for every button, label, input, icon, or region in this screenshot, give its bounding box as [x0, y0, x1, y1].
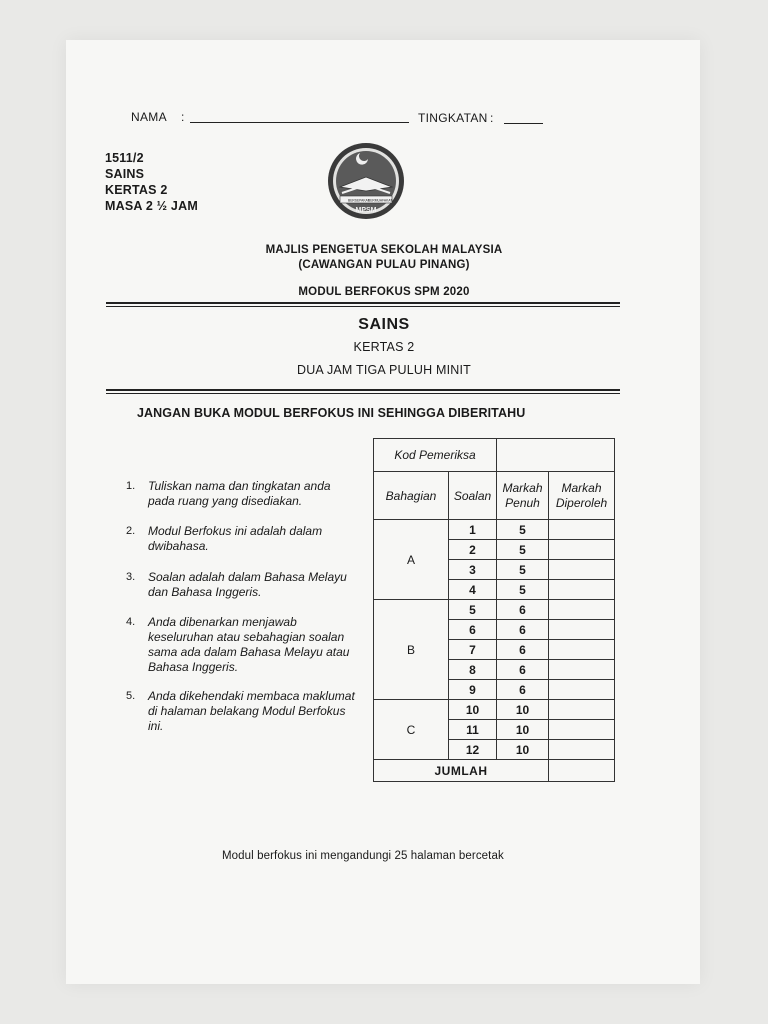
- markah-diperoleh-cell[interactable]: [549, 720, 615, 740]
- title-duration: DUA JAM TIGA PULUH MINIT: [296, 363, 472, 377]
- markah-diperoleh-cell[interactable]: [549, 520, 615, 540]
- instruction-number: 3.: [126, 571, 136, 583]
- markah-penuh-cell: 6: [497, 680, 549, 700]
- header-soalan: Soalan: [449, 472, 497, 520]
- soalan-cell: 7: [449, 640, 497, 660]
- paper-number: KERTAS 2: [105, 183, 168, 197]
- section-a: A: [374, 520, 449, 600]
- tingkatan-label: TINGKATAN: [418, 111, 488, 125]
- markah-penuh-cell: 6: [497, 660, 549, 680]
- nama-label: NAMA: [131, 110, 167, 124]
- markah-diperoleh-cell[interactable]: [549, 600, 615, 620]
- soalan-cell: 8: [449, 660, 497, 680]
- title-paper: KERTAS 2: [353, 340, 415, 354]
- markah-penuh-cell: 6: [497, 640, 549, 660]
- markah-diperoleh-cell[interactable]: [549, 560, 615, 580]
- markah-diperoleh-cell[interactable]: [549, 700, 615, 720]
- header-bahagian: Bahagian: [374, 472, 449, 520]
- logo-text: MPSM: [355, 207, 377, 214]
- instruction-text: Soalan adalah dalam Bahasa Melayu dan Bahasa Inggeris.: [148, 570, 347, 599]
- markah-penuh-cell: 5: [497, 580, 549, 600]
- markah-penuh-cell: 5: [497, 520, 549, 540]
- markah-penuh-cell: 5: [497, 540, 549, 560]
- tingkatan-colon: :: [490, 111, 494, 125]
- soalan-cell: 10: [449, 700, 497, 720]
- bottom-rule: [106, 389, 620, 391]
- soalan-cell: 1: [449, 520, 497, 540]
- markah-penuh-cell: 6: [497, 620, 549, 640]
- nama-field[interactable]: [190, 122, 409, 123]
- soalan-cell: 3: [449, 560, 497, 580]
- header-markah-diperoleh: [549, 472, 615, 520]
- paper-subject: SAINS: [105, 167, 145, 181]
- mpsm-logo: [326, 141, 406, 221]
- soalan-cell: 5: [449, 600, 497, 620]
- soalan-cell: 2: [449, 540, 497, 560]
- instruction-number: 5.: [126, 690, 136, 702]
- paper-code: 1511/2: [105, 151, 144, 165]
- soalan-cell: 9: [449, 680, 497, 700]
- markah-diperoleh-cell[interactable]: [549, 660, 615, 680]
- marks-table: [373, 438, 615, 782]
- header-markah-diperoleh-line2: Diperoleh: [555, 495, 608, 510]
- page-count-note: Modul berfokus ini mengandungi 25 halaman bercetak: [222, 850, 504, 862]
- jumlah-diperoleh-cell[interactable]: [549, 760, 615, 782]
- instruction-text: Modul Berfokus ini adalah dalam dwibahasa.: [148, 524, 323, 553]
- jumlah-label: JUMLAH: [374, 760, 549, 782]
- soalan-cell: 4: [449, 580, 497, 600]
- nama-colon: :: [181, 110, 185, 124]
- markah-diperoleh-cell[interactable]: [549, 740, 615, 760]
- header-markah-diperoleh-line1: Markah: [561, 480, 602, 495]
- tingkatan-field[interactable]: [504, 123, 543, 124]
- markah-penuh-cell: 5: [497, 560, 549, 580]
- instruction-number: 1.: [126, 480, 136, 492]
- instruction-text: Tuliskan nama dan tingkatan anda pada ruang yang disediakan.: [148, 479, 331, 508]
- module-name: MODUL BERFOKUS SPM 2020: [298, 286, 470, 298]
- markah-penuh-cell: 10: [497, 720, 549, 740]
- logo-motto-right: BERMUAFAKAT: [368, 198, 393, 203]
- paper-time: MASA 2 ½ JAM: [105, 199, 198, 213]
- warning-text: JANGAN BUKA MODUL BERFOKUS INI SEHINGGA DIBERITAHU: [137, 406, 526, 420]
- markah-penuh-cell: 10: [497, 740, 549, 760]
- instruction-number: 2.: [126, 525, 136, 537]
- instruction-text: Anda dikehendaki membaca maklumat di halaman belakang Modul Berfokus ini.: [148, 689, 355, 733]
- title-subject: SAINS: [358, 316, 410, 333]
- header-markah-penuh: [497, 472, 549, 520]
- logo-motto-left: BERSEPAKAT: [348, 198, 370, 203]
- top-rule-thin: [106, 306, 620, 307]
- bottom-rule-thin: [106, 393, 620, 394]
- markah-diperoleh-cell[interactable]: [549, 620, 615, 640]
- markah-diperoleh-cell[interactable]: [549, 540, 615, 560]
- mpsm-emblem-icon: [326, 141, 406, 221]
- markah-diperoleh-cell[interactable]: [549, 680, 615, 700]
- instruction-text: Anda dibenarkan menjawab keseluruhan atau sebahagian soalan sama ada dalam Bahasa Melayu atau Bahasa Inggeris.: [148, 615, 350, 674]
- soalan-cell: 11: [449, 720, 497, 740]
- org-line1: MAJLIS PENGETUA SEKOLAH MALAYSIA: [265, 244, 503, 256]
- kod-pemeriksa-blank: [497, 439, 615, 472]
- markah-penuh-cell: 6: [497, 600, 549, 620]
- top-rule: [106, 302, 620, 304]
- section-b: B: [374, 600, 449, 700]
- kod-pemeriksa-cell: Kod Pemeriksa: [374, 439, 497, 472]
- soalan-cell: 6: [449, 620, 497, 640]
- org-line2: (CAWANGAN PULAU PINANG): [298, 259, 470, 271]
- header-markah-penuh-line2: Penuh: [505, 495, 540, 510]
- markah-penuh-cell: 10: [497, 700, 549, 720]
- header-markah-penuh-line1: Markah: [502, 480, 543, 495]
- markah-diperoleh-cell[interactable]: [549, 580, 615, 600]
- section-c: C: [374, 700, 449, 760]
- markah-diperoleh-cell[interactable]: [549, 640, 615, 660]
- soalan-cell: 12: [449, 740, 497, 760]
- instruction-number: 4.: [126, 616, 136, 628]
